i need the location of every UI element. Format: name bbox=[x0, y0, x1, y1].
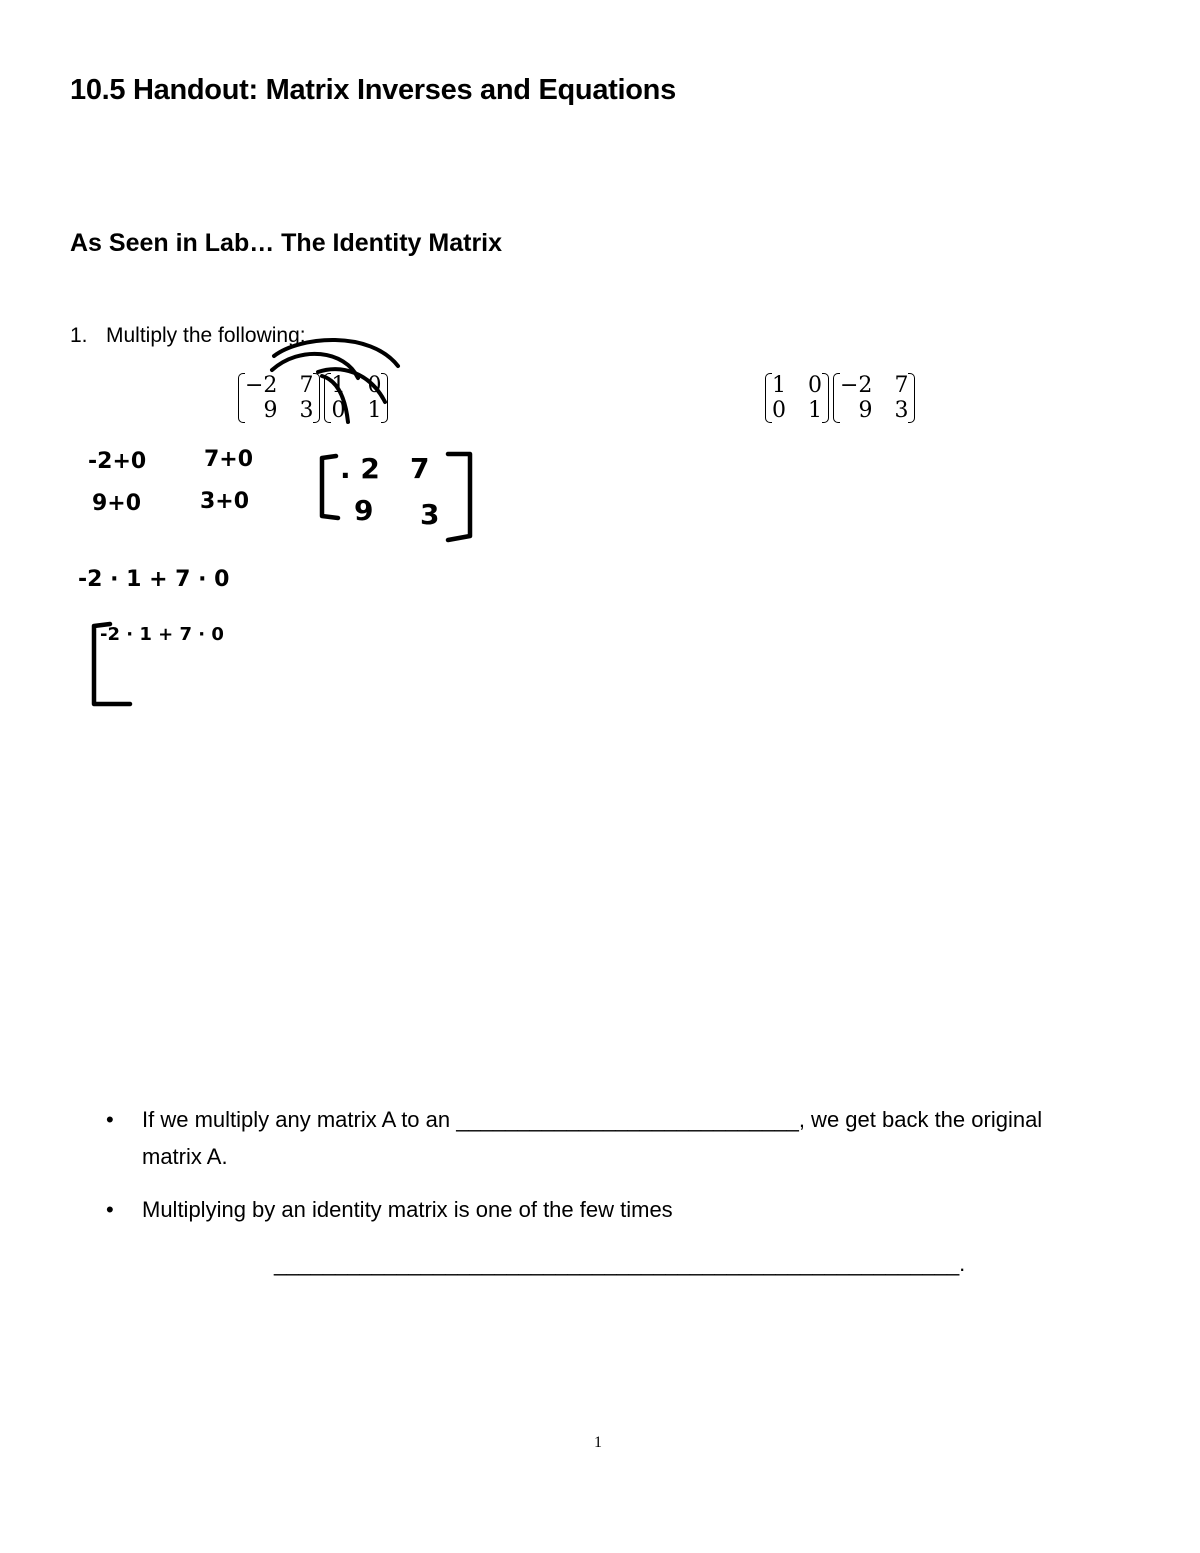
bullet-item bbox=[106, 1101, 1106, 1175]
hw-bracket-right bbox=[448, 454, 470, 540]
hw-result-entry: 9 bbox=[354, 494, 374, 527]
bracket-right bbox=[908, 373, 915, 423]
problem-text: Multiply the following: bbox=[106, 324, 306, 347]
matrix-product-left bbox=[238, 373, 388, 423]
matrix-entry: 9 bbox=[263, 398, 278, 423]
bullet-item bbox=[106, 1191, 1106, 1228]
matrix-entry: 7 bbox=[894, 373, 909, 398]
matrix-entry: 1 bbox=[808, 398, 822, 423]
section-heading: As Seen in Lab… The Identity Matrix bbox=[70, 229, 503, 257]
hw-result-entry: . 2 bbox=[340, 452, 380, 485]
bullet-text: If we multiply any matrix A to an ____________________________, we get back the original matrix A. bbox=[142, 1107, 1043, 1169]
page-number: 1 bbox=[594, 1434, 602, 1451]
hw-row2-left: 9+0 bbox=[92, 491, 142, 516]
hw-partial-matrix-bracket bbox=[94, 624, 130, 704]
matrix-product-right bbox=[765, 373, 915, 423]
matrix-entry: 1 bbox=[367, 398, 382, 423]
matrix-a bbox=[840, 373, 908, 423]
page-title: 10.5 Handout: Matrix Inverses and Equations bbox=[70, 74, 676, 106]
hw-work-line: -2 · 1 + 7 · 0 bbox=[78, 567, 230, 592]
matrix-entry: 1 bbox=[772, 373, 786, 398]
hw-bracket-left bbox=[322, 456, 338, 518]
matrix-entry: 0 bbox=[808, 373, 822, 398]
matrix-entry: 0 bbox=[331, 398, 346, 423]
matrix-entry: 9 bbox=[858, 398, 873, 423]
matrix-entry: 7 bbox=[299, 373, 314, 398]
matrix-identity bbox=[772, 373, 822, 423]
hw-result-entry: 3 bbox=[420, 498, 440, 531]
matrix-entry: 0 bbox=[772, 398, 786, 423]
hw-result-entry: 7 bbox=[410, 452, 430, 485]
matrix-entry: −2 bbox=[840, 373, 873, 398]
bracket-left bbox=[238, 373, 245, 423]
bullet-list bbox=[106, 1101, 1106, 1228]
matrix-entry: 1 bbox=[331, 373, 346, 398]
matrix-entry: 0 bbox=[367, 373, 382, 398]
bracket-right bbox=[381, 373, 388, 423]
hw-row2-right: 3+0 bbox=[200, 489, 250, 514]
hw-row1-left: -2+0 bbox=[88, 449, 147, 474]
matrix-entry: 3 bbox=[299, 398, 314, 423]
hw-row1-right: 7+0 bbox=[204, 447, 254, 472]
hw-matrix-entry: -2 · 1 + 7 · 0 bbox=[100, 624, 224, 645]
bracket-left bbox=[765, 373, 772, 423]
bracket-right bbox=[822, 373, 829, 423]
bullet-dot: • bbox=[106, 1197, 114, 1222]
matrix-a bbox=[245, 373, 313, 423]
bracket-left bbox=[833, 373, 840, 423]
matrix-identity bbox=[331, 373, 381, 423]
bullet-text: Multiplying by an identity matrix is one of the few times bbox=[142, 1197, 673, 1222]
bullet-dot: • bbox=[106, 1107, 114, 1132]
bracket-left bbox=[324, 373, 331, 423]
problem-number: 1. bbox=[70, 324, 88, 347]
fill-in-blank-line: ________________________________________________________. bbox=[274, 1251, 966, 1276]
matrix-entry: 3 bbox=[894, 398, 909, 423]
matrix-entry: −2 bbox=[245, 373, 278, 398]
bracket-right bbox=[313, 373, 320, 423]
